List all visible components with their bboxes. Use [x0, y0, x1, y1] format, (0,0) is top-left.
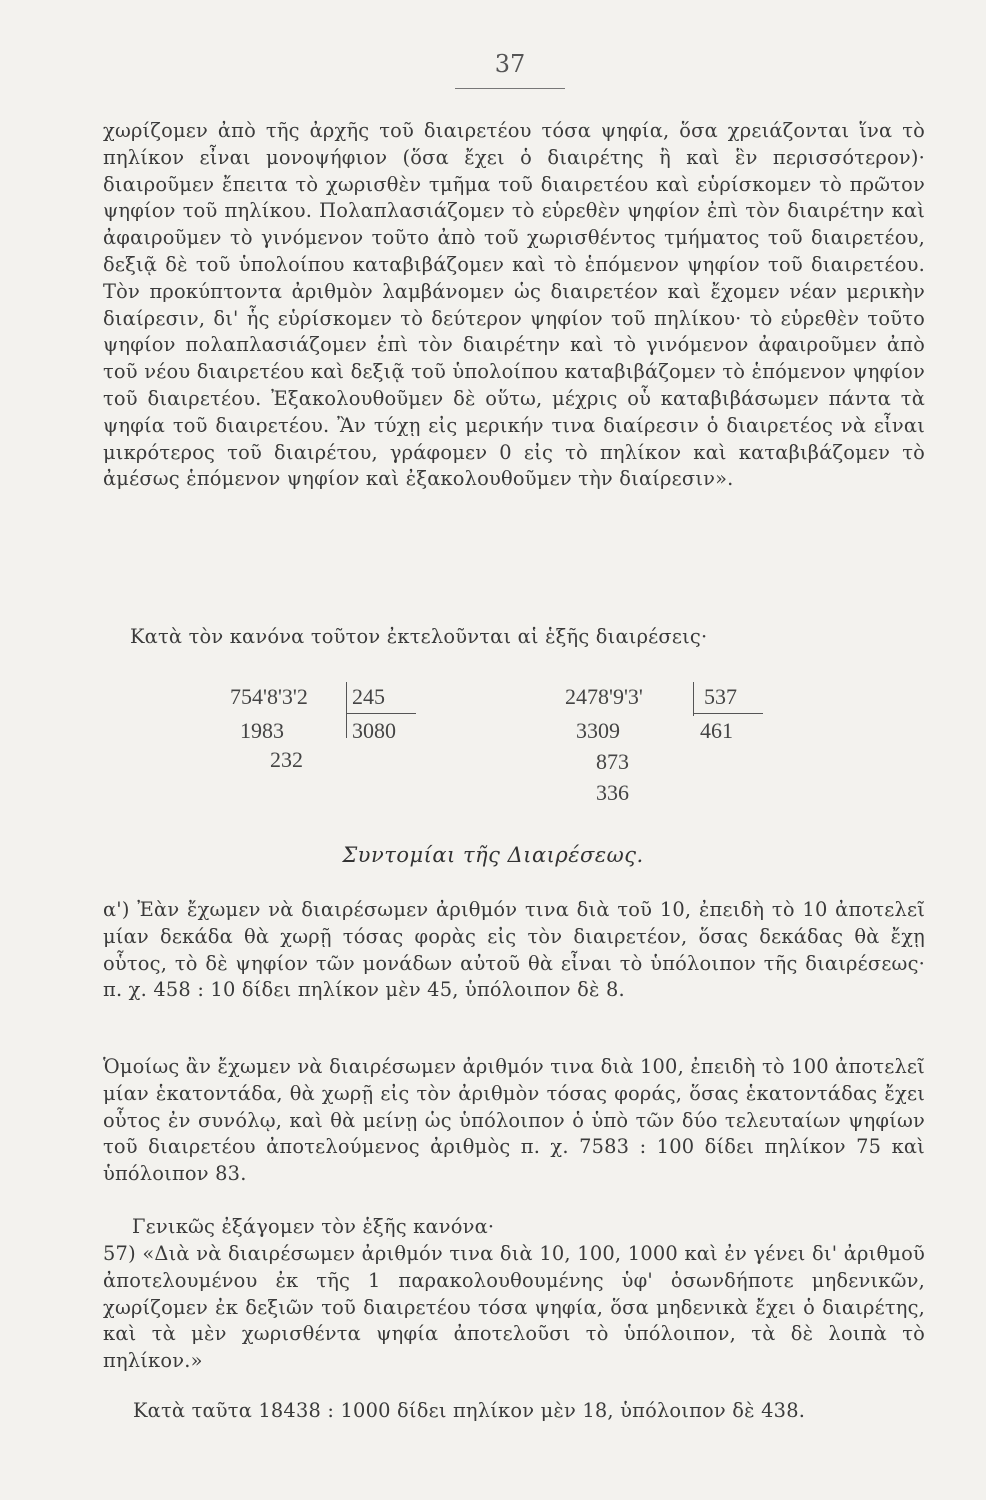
paragraph-divide-by-100: Ὁμοίως ἂν ἔχωμεν νὰ διαιρέσωμεν ἀριθμόν τινα διὰ 100, ἐπειδὴ τὸ 100 ἀποτελεῖ μίαν ἑκατοντάδα, θὰ χωρῇ εἰς τὸν ἀριθμὸν τόσας φοράς, ὅσας ἑκατοντάδας ἔχει οὗτος ἐν συνόλῳ, καὶ θὰ μείνῃ ὡς ὑπόλοιπον ὁ ὑπὸ τῶν δύο τελευταίων ψηφίων τοῦ διαιρετέου ἀποτελούμενος ἀριθμὸς π. χ. 7583 : 100 δίδει πηλίκον 75 καὶ ὑπόλοιπον 83. — [103, 1055, 925, 1186]
paragraph-divide-by-10: α') Ἐὰν ἔχωμεν νὰ διαιρέσωμεν ἀριθμόν τινα διὰ τοῦ 10, ἐπειδὴ τὸ 10 ἀποτελεῖ μίαν δεκάδα θὰ χωρῇ τόσας φορὰς εἰς τὸν διαιρετέον, ὅσας δεκάδας θὰ ἔχῃ οὗτος, τὸ δὲ ψηφίον τῶν μονάδων αὐτοῦ θὰ εἶναι τὸ ὑπόλοιπον τῆς διαιρέσεως· π. χ. 458 : 10 δίδει πηλίκον μὲν 45, ὑπόλοιπον δὲ 8. — [103, 898, 925, 1002]
division-1-dividend: 754'8'3'2 — [230, 684, 308, 709]
division-1-horizontal-bar — [346, 713, 416, 714]
division-2-step-3: 336 — [596, 780, 629, 805]
paragraph-general-rule-intro: Γενικῶς ἐξάγομεν τὸν ἑξῆς κανόνα· — [132, 1215, 495, 1238]
paragraph-final-example: Κατὰ ταῦτα 18438 : 1000 δίδει πηλίκον μὲν 18, ὑπόλοιπον δὲ 438. — [133, 1399, 806, 1422]
division-2-vertical-bar — [693, 682, 694, 716]
division-2-quotient: 461 — [700, 718, 733, 743]
division-2-dividend: 2478'9'3' — [565, 684, 643, 709]
division-1-quotient: 3080 — [352, 718, 396, 743]
division-2-divisor: 537 — [704, 684, 737, 709]
page-number-rule — [455, 88, 565, 89]
division-2-step-2: 873 — [596, 749, 629, 774]
section-title: Συντομίαι τῆς Διαιρέσεως. — [342, 843, 644, 867]
division-1-divisor: 245 — [352, 684, 385, 709]
division-1-vertical-bar — [346, 682, 347, 738]
division-1-step-1: 1983 — [240, 718, 284, 743]
division-2-step-1: 3309 — [576, 718, 620, 743]
division-1-step-2: 232 — [270, 747, 303, 772]
page-number: 37 — [494, 50, 526, 78]
paragraph-examples-intro: Κατὰ τὸν κανόνα τοῦτον ἐκτελοῦνται αἱ ἑξῆς διαιρέσεις· — [130, 625, 708, 648]
division-2-horizontal-bar — [693, 713, 763, 714]
paragraph-division-rule: χωρίζομεν ἀπὸ τῆς ἀρχῆς τοῦ διαιρετέου τόσα ψηφία, ὅσα χρειάζονται ἵνα τὸ πηλίκον εἶναι μονοψήφιον (ὅσα ἔχει ὁ διαιρέτης ἢ καὶ ἓν περισσότερον)· διαιροῦμεν ἔπειτα τὸ χωρισθὲν τμῆμα τοῦ διαιρετέου καὶ εὑρίσκομεν τὸ πρῶτον ψηφίον τοῦ πηλίκου. Πολαπλασιάζομεν τὸ εὑρεθὲν ψηφίον ἐπὶ τὸν διαιρέτην καὶ ἀφαιροῦμεν τὸ γινόμενον τοῦτο ἀπὸ τοῦ χωρισθέντος τμήματος τοῦ διαιρετέου, δεξιᾷ δὲ τοῦ ὑπολοίπου καταβιβάζομεν καὶ τὸ ἑπόμενον ψηφίον τοῦ διαιρετέου. Τὸν προκύπτοντα ἀριθμὸν λαμβάνομεν ὡς διαιρετέον καὶ ἔχομεν νέαν μερικὴν διαίρεσιν, δι' ἧς εὑρίσκομεν τὸ δεύτερον ψηφίον τοῦ πηλίκου· τὸ εὑρεθὲν τοῦτο ψηφίον πολαπλασιάζομεν ἐπὶ τὸν διαιρέτην καὶ τὸ γινόμενον ἀφαιροῦμεν ἀπὸ τοῦ νέου διαιρετέου καὶ δεξιᾷ τοῦ ὑπολοίπου καταβιβάζομεν τὸ ἑπόμενον ψηφίον τοῦ διαιρετέου. Ἐξακολουθοῦμεν δὲ οὕτω, μέχρις οὗ καταβιβάσωμεν πάντα τὰ ψηφία τοῦ διαιρετέου. Ἂν τύχῃ εἰς μερικήν τινα διαίρεσιν ὁ διαιρετέος νὰ εἶναι μικρότερος τοῦ διαιρέτου, γράφομεν 0 εἰς τὸ πηλίκον καὶ καταβιβάζομεν τὸ ἀμέσως ἑπόμενον ψηφίον καὶ ἐξακολουθοῦμεν τὴν διαίρεσιν». — [103, 119, 925, 491]
paragraph-rule-57: 57) «Διὰ νὰ διαιρέσωμεν ἀριθμόν τινα διὰ 10, 100, 1000 καὶ ἐν γένει δι' ἀριθμοῦ ἀποτελουμένου ἐκ τῆς 1 παρακολουθουμένης ὑφ' ὁσωνδήποτε μηδενικῶν, χωρίζομεν ἐκ δεξιῶν τοῦ διαιρετέου τόσα ψηφία, ὅσα μηδενικὰ ἔχει ὁ διαιρέτης, καὶ τὰ μὲν χωρισθέντα ψηφία ἀποτελοῦσι τὸ ὑπόλοιπον, τὰ δὲ λοιπὰ τὸ πηλίκον.» — [103, 1242, 925, 1373]
